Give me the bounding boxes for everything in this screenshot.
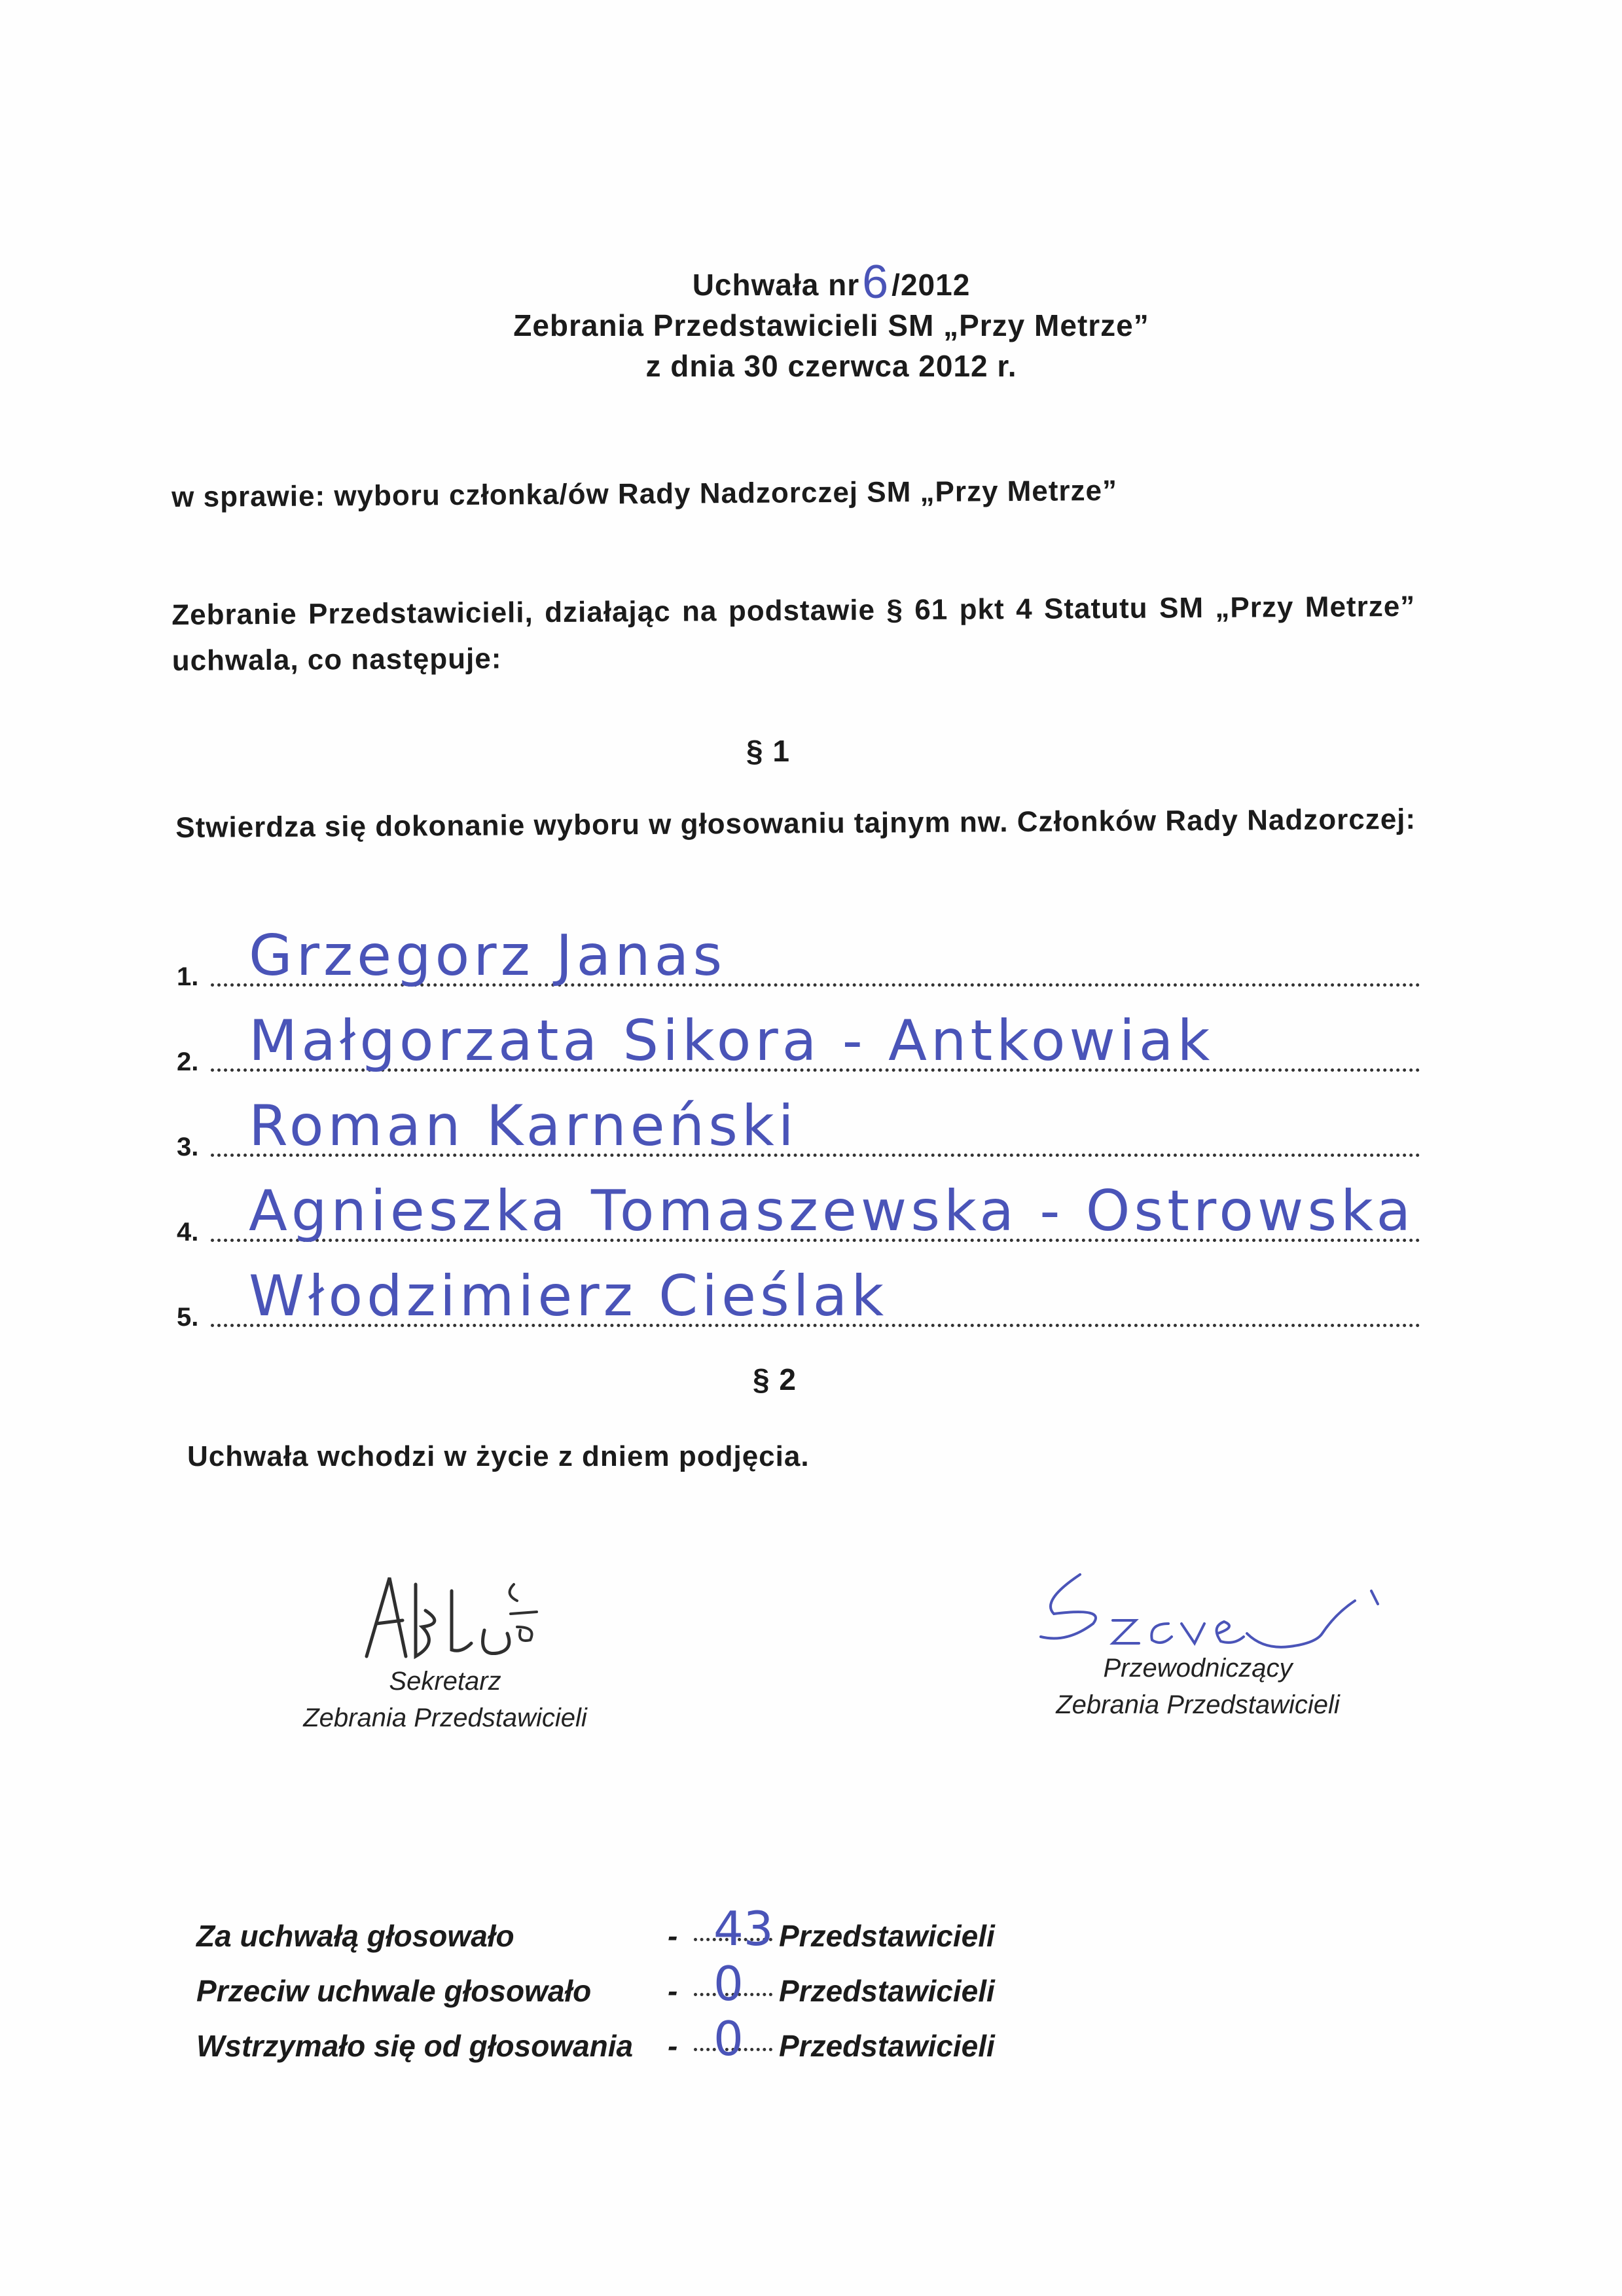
preamble-paragraph: Zebranie Przedstawicieli, działając na podstawie § 61 pkt 4 Statutu SM „Przy Metrze” uchwala, co następuje: bbox=[171, 590, 1416, 677]
list-item bbox=[177, 1087, 1420, 1172]
handwritten-member-name: Włodzimierz Cieślak bbox=[249, 1264, 888, 1329]
list-item-number: 2. bbox=[177, 1048, 199, 1076]
list-item bbox=[177, 1002, 1420, 1087]
secretary-role: Sekretarz bbox=[389, 1667, 501, 1696]
vote-dash: - bbox=[668, 1919, 678, 1953]
handwritten-member-name: Grzegorz Janas bbox=[249, 923, 727, 989]
vote-dash: - bbox=[668, 2029, 678, 2063]
list-item-number: 3. bbox=[177, 1133, 199, 1161]
list-item-number: 1. bbox=[177, 962, 199, 991]
vote-label: Wstrzymało się od głosowania bbox=[196, 2029, 634, 2063]
resolution-title bbox=[353, 256, 1309, 386]
section-1-heading: § 1 bbox=[746, 734, 790, 768]
secretary-signature bbox=[353, 1565, 550, 1669]
secretary-signature-block bbox=[216, 1663, 674, 1736]
chairman-signature bbox=[1028, 1561, 1473, 1660]
chairman-signature-block bbox=[969, 1650, 1427, 1723]
list-item bbox=[177, 1172, 1420, 1257]
handwritten-member-name: Agnieszka Tomaszewska - Ostrowska bbox=[249, 1178, 1415, 1244]
vote-label: Przeciw uchwale głosowało bbox=[196, 1974, 592, 2008]
list-item bbox=[177, 917, 1420, 1002]
vote-label: Za uchwałą głosowało bbox=[196, 1919, 514, 1953]
vote-row-abstain bbox=[196, 2011, 1113, 2070]
list-item-number: 4. bbox=[177, 1218, 199, 1247]
chairman-body: Zebrania Przedstawicieli bbox=[1056, 1690, 1340, 1719]
section-2-heading: § 2 bbox=[753, 1362, 797, 1396]
title-year: /2012 bbox=[892, 268, 971, 302]
vote-row-against bbox=[196, 1956, 1113, 2015]
section-2-text: Uchwała wchodzi w życie z dniem podjęcia. bbox=[187, 1440, 810, 1472]
title-prefix: Uchwała nr bbox=[692, 268, 860, 302]
list-item bbox=[177, 1257, 1420, 1342]
members-list bbox=[177, 917, 1420, 1342]
title-line-2: Zebrania Przedstawicieli SM „Przy Metrze” bbox=[513, 308, 1149, 342]
title-date: z dnia 30 czerwca 2012 r. bbox=[645, 349, 1017, 383]
section-1-text: Stwierdza się dokonanie wyboru w głosowaniu tajnym nw. Członków Rady Nadzorczej: bbox=[175, 803, 1416, 844]
handwritten-member-name: Roman Karneński bbox=[249, 1093, 798, 1159]
handwritten-resolution-number: 6 bbox=[862, 256, 890, 308]
handwritten-member-name: Małgorzata Sikora - Antkowiak bbox=[249, 1008, 1214, 1074]
vote-dash: - bbox=[668, 1974, 678, 2008]
vote-unit: Przedstawicieli bbox=[779, 1974, 995, 2008]
handwritten-vote-count: 43 bbox=[713, 1901, 774, 1956]
vote-row-for bbox=[196, 1901, 1113, 1960]
chairman-role: Przewodniczący bbox=[1103, 1654, 1293, 1683]
secretary-body: Zebrania Przedstawicieli bbox=[303, 1704, 587, 1732]
subject-line: w sprawie: wyboru członka/ów Rady Nadzorczej SM „Przy Metrze” bbox=[171, 474, 1118, 513]
vote-unit: Przedstawicieli bbox=[779, 1919, 995, 1953]
list-item-number: 5. bbox=[177, 1303, 199, 1332]
handwritten-vote-count: 0 bbox=[713, 2011, 744, 2066]
vote-results bbox=[196, 1901, 1113, 2070]
vote-unit: Przedstawicieli bbox=[779, 2029, 995, 2063]
title-line-1 bbox=[353, 256, 1309, 308]
handwritten-vote-count: 0 bbox=[713, 1956, 744, 2011]
